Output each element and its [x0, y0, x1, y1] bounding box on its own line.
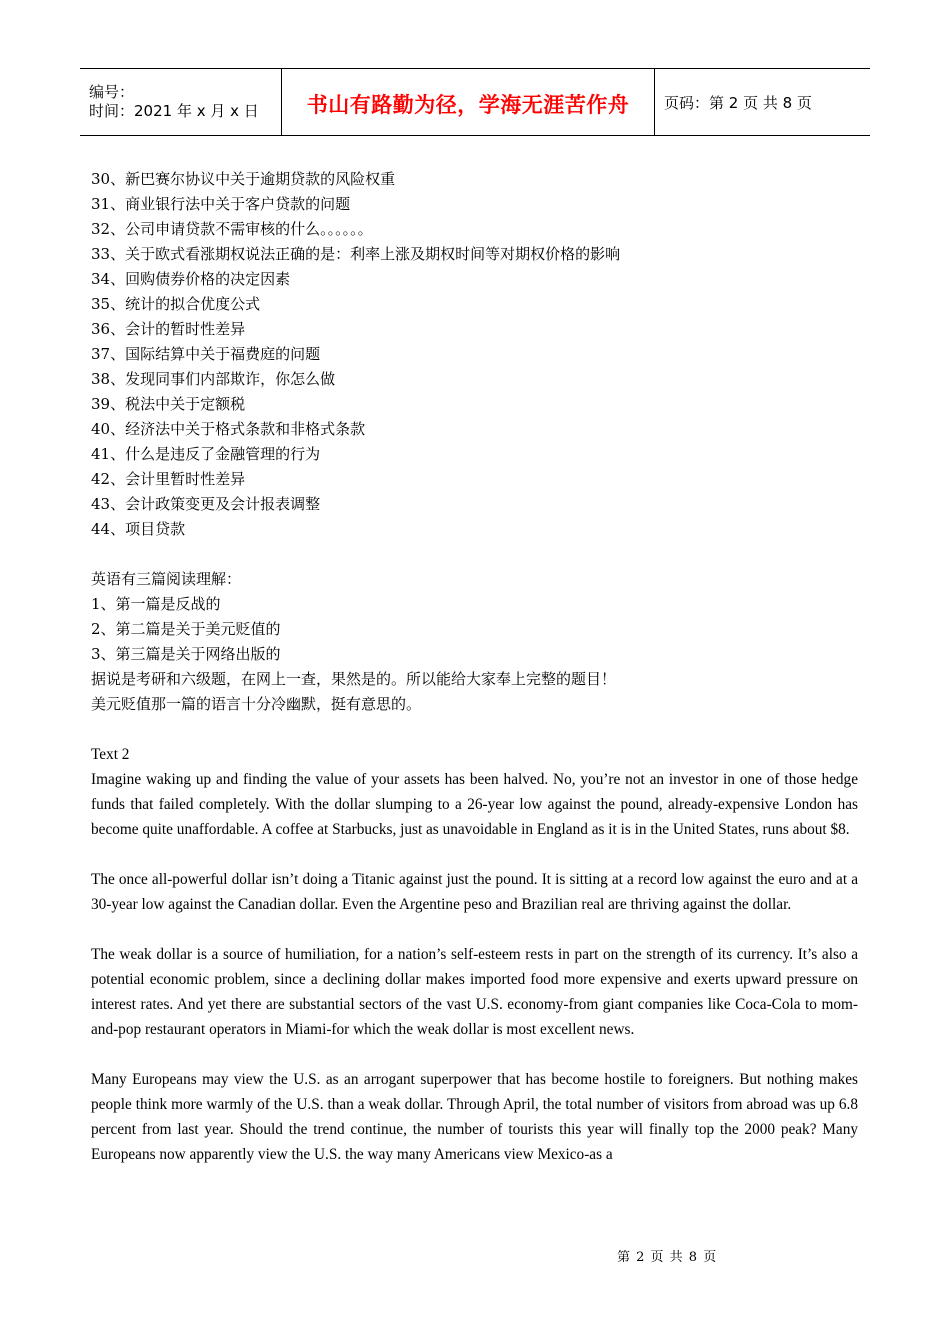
- question-item: 32、公司申请贷款不需审核的什么。。。。。。: [91, 220, 373, 238]
- document-date: 时间：2021 年 x 月 x 日: [89, 102, 259, 120]
- text-title: Text 2: [91, 746, 130, 763]
- header-motto-cell: [281, 69, 655, 135]
- question-item: 43、会计政策变更及会计报表调整: [91, 495, 321, 513]
- reading-item: 3、第三篇是关于网络出版的: [91, 645, 281, 663]
- question-item: 36、会计的暂时性差异: [91, 320, 246, 338]
- reading-item: 1、第一篇是反战的: [91, 595, 221, 613]
- question-item: 30、新巴赛尔协议中关于逾期贷款的风险权重: [91, 170, 396, 188]
- text-paragraph: The weak dollar is a source of humiliation, for a nation’s self-esteem rests in part on the strength of its currency. It’s also a potential economic problem, since a declining dollar makes imported food more expensive and exerts upward pressure on interest rates. And yet there are substantial sectors of the vast U.S. economy-from giant companies like Coca-Cola to mom-and-pop restaurant operators in Miami-for which the weak dollar is most excellent news.: [91, 946, 858, 1038]
- question-item: 33、关于欧式看涨期权说法正确的是：利率上涨及期权时间等对期权价格的影响: [91, 245, 621, 263]
- header-page-info: 页码：第 2 页 共 8 页: [664, 93, 812, 112]
- text-paragraph: Many Europeans may view the U.S. as an arrogant superpower that has become hostile to foreigners. But nothing makes people think more warmly of the U.S. than a weak dollar. Through April, the total number of visitors from abroad was up 6.8 percent from last year. Should the trend continue, the number of tourists this year will finally top the 2000 peak? Many Europeans now apparently view the U.S. the way many Americans view Mexico-as a: [91, 1071, 858, 1163]
- reading-note: 据说是考研和六级题，在网上一查，果然是的。所以能给大家奉上完整的题目！: [91, 670, 617, 688]
- question-item: 44、项目贷款: [91, 520, 186, 538]
- header-page-info-cell: [655, 69, 812, 135]
- document-body: [91, 167, 858, 1167]
- question-list: [91, 167, 858, 542]
- spacer: [91, 842, 858, 867]
- reading-item: 2、第二篇是关于美元贬值的: [91, 620, 281, 638]
- question-item: 35、统计的拟合优度公式: [91, 295, 261, 313]
- page-footer: 第 2 页 共 8 页: [617, 1250, 718, 1265]
- text-paragraph: The once all-powerful dollar isn’t doing a Titanic against just the pound. It is sitting at a record low against the euro and at a 30-year low against the Canadian dollar. Even the Argentine peso and Brazilian real are thriving against the dollar.: [91, 871, 858, 913]
- question-item: 41、什么是违反了金融管理的行为: [91, 445, 321, 463]
- question-item: 37、国际结算中关于福费庭的问题: [91, 345, 321, 363]
- header-meta: [80, 69, 281, 135]
- spacer: [91, 717, 858, 742]
- text-paragraph: Imagine waking up and finding the value of your assets has been halved. No, you’re not an investor in one of those hedge funds that failed completely. With the dollar slumping to a 26-year low against the pound, already-expensive London has become quite unaffordable. A coffee at Starbucks, just as unavoidable in England as it is in the United States, runs about $8.: [91, 771, 858, 838]
- reading-section: [91, 567, 858, 717]
- question-item: 31、商业银行法中关于客户贷款的问题: [91, 195, 351, 213]
- spacer: [91, 917, 858, 942]
- page-header: [80, 68, 870, 136]
- document-number-label: 编号：: [89, 83, 135, 101]
- reading-intro: 英语有三篇阅读理解：: [91, 570, 242, 588]
- question-item: 34、回购债券价格的决定因素: [91, 270, 291, 288]
- spacer: [91, 542, 858, 567]
- header-motto: 书山有路勤为径，学海无涯苦作舟: [306, 93, 630, 117]
- text2-section: [91, 742, 858, 1167]
- question-item: 39、税法中关于定额税: [91, 395, 246, 413]
- reading-note: 美元贬值那一篇的语言十分冷幽默，挺有意思的。: [91, 695, 422, 713]
- question-item: 40、经济法中关于格式条款和非格式条款: [91, 420, 366, 438]
- spacer: [91, 1042, 858, 1067]
- question-item: 42、会计里暂时性差异: [91, 470, 246, 488]
- question-item: 38、发现同事们内部欺诈，你怎么做: [91, 370, 336, 388]
